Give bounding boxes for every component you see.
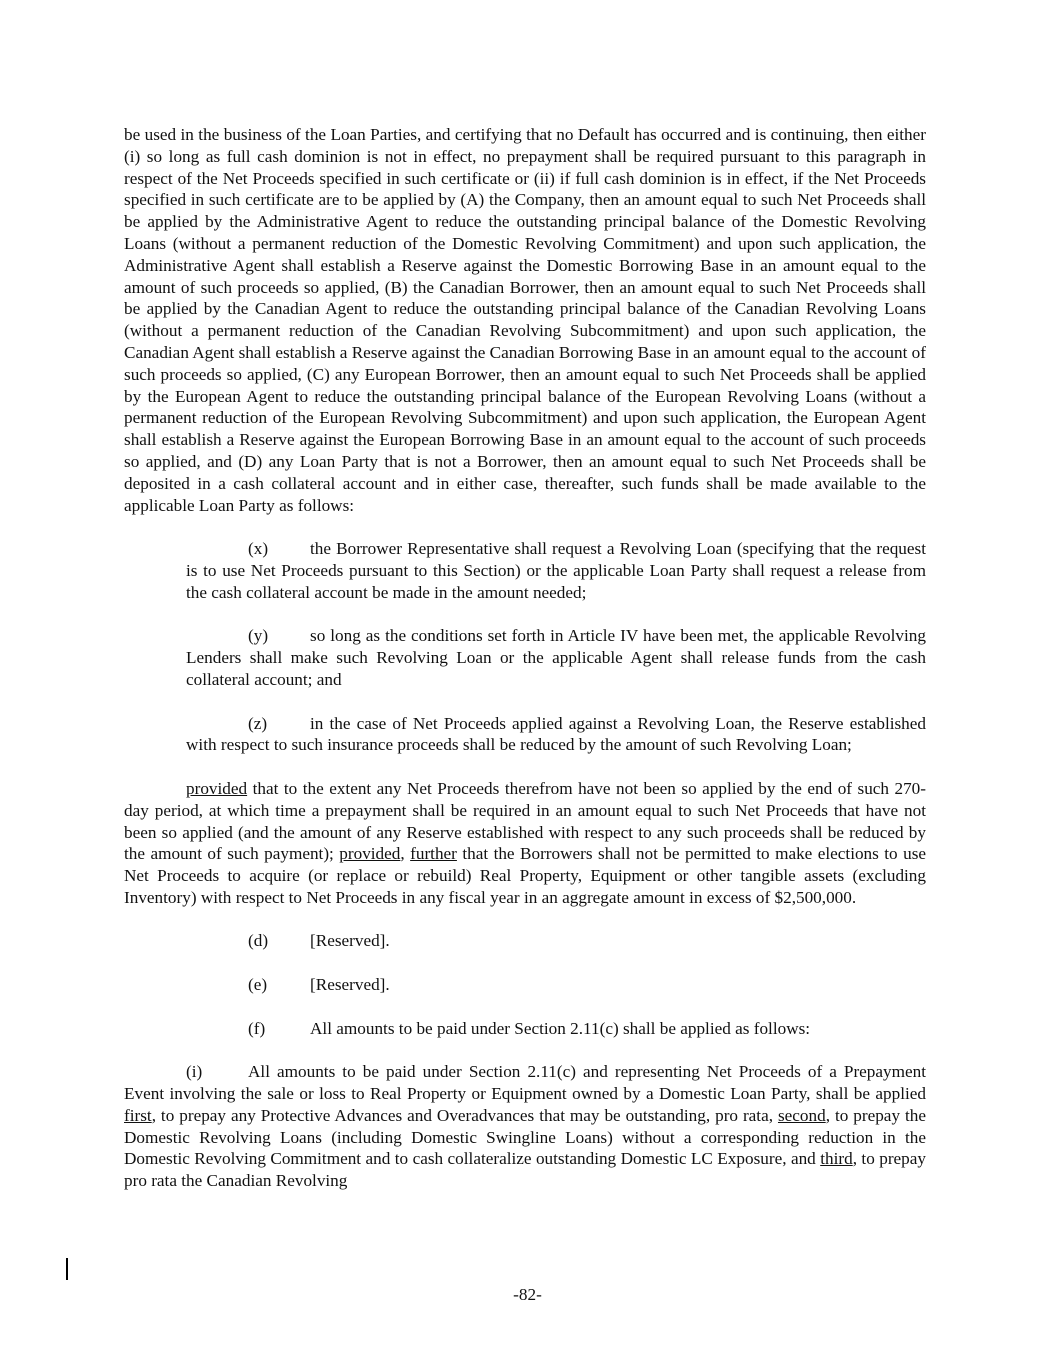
clause-d-text: [Reserved]. — [310, 931, 390, 951]
clause-i-text-2: , to prepay any Protective Advances and Overadvances that may be outstanding, pro rata, — [151, 1105, 778, 1125]
clause-i-text-4: , to prepay pro rata the Canadian Revolving — [124, 1149, 926, 1191]
clause-z-text: in the case of Net Proceeds applied against a Revolving Loan, the Reserve established with respect to such insurance proceeds shall be reduced by the amount of such Revolving Loan; — [186, 713, 926, 755]
clause-y-label: (y) — [248, 626, 269, 646]
clause-y-text: so long as the conditions set forth in Article IV have been met, the applicable Revolving Lenders shall make such Revolving Loan or the applicable Agent shall release funds from the cash collateral account; and — [186, 626, 926, 689]
second-underlined: second — [777, 1105, 826, 1125]
clause-e-label: (e) — [248, 975, 268, 995]
clause-i-label: (i) — [186, 1062, 203, 1082]
proviso-paragraph — [124, 778, 926, 909]
clause-z-label: (z) — [248, 713, 268, 733]
clause-f-text: All amounts to be paid under Section 2.11(c) shall be applied as follows: — [310, 1018, 811, 1038]
clause-d — [248, 930, 926, 952]
clause-i-text-1: All amounts to be paid under Section 2.11(c) and representing Net Proceeds of a Prepayment Event involving the sale or loss to Real Property or Equipment owned by a Domestic Loan Party, shall be applied — [124, 1062, 926, 1104]
revision-bar — [66, 1258, 68, 1280]
document-page — [124, 124, 926, 1214]
clause-y — [186, 625, 926, 690]
clause-x — [186, 538, 926, 603]
first-underlined: first — [124, 1105, 152, 1125]
clause-f — [248, 1018, 926, 1040]
provided-underlined-2: provided — [339, 844, 401, 864]
clause-e — [248, 974, 926, 996]
third-underlined: third — [820, 1149, 853, 1169]
clause-x-label: (x) — [248, 539, 269, 559]
proviso-text-3: that the Borrowers shall not be permitted to make elections to use Net Proceeds to acquire (or replace or rebuild) Real Property, Equipment or other tangible assets (excluding Inventory) with respect to Net Proceeds in any fiscal year in an aggregate amount in excess of $2,500,000. — [124, 844, 927, 907]
clause-d-label: (d) — [248, 931, 269, 951]
clause-f-label: (f) — [248, 1018, 266, 1038]
paragraph-net-proceeds: be used in the business of the Loan Parties, and certifying that no Default has occurred and is continuing, then either (i) so long as full cash dominion is not in effect, no prepayment shall be required pursuant to this paragraph in respect of the Net Proceeds specified in such certificate or (ii) if full cash dominion is in effect, if the Net Proceeds specified in such certificate are to be applied by (A) the Company, then an amount equal to such Net Proceeds shall be applied by the Administrative Agent to reduce the outstanding principal balance of the Domestic Revolving Loans (without a permanent reduction of the Domestic Revolving Commitment) and upon such application, the Administrative Agent shall establish a Reserve against the Domestic Borrowing Base in an amount equal to the amount of such proceeds so applied, (B) the Canadian Borrower, then an amount equal to such Net Proceeds shall be applied by the Canadian Agent to reduce the outstanding principal balance of the Canadian Revolving Loans (without a permanent reduction of the Canadian Revolving Subcommitment) and upon such application, the Canadian Agent shall establish a Reserve against the Canadian Borrowing Base in an amount equal to the account of such proceeds so applied, (C) any European Borrower, then an amount equal to such Net Proceeds shall be applied by the European Agent to reduce the outstanding principal balance of the European Revolving Loans (without a permanent reduction of the European Revolving Subcommitment) and upon such application, the European Agent shall establish a Reserve against the European Borrowing Base in an amount equal to the account of such proceeds so applied, and (D) any Loan Party that is not a Borrower, then an amount equal to such Net Proceeds shall be deposited in a cash collateral account and in either case, thereafter, such funds shall be made available to the applicable Loan Party as follows: — [124, 125, 926, 515]
provided-underlined: provided — [186, 778, 248, 798]
clause-e-text: [Reserved]. — [310, 975, 390, 995]
page-number: -82- — [513, 1285, 542, 1304]
clause-i — [124, 1061, 926, 1192]
proviso-text-1: that to the extent any Net Proceeds therefrom have not been so applied by the end of such 270-day period, at which time a prepayment shall be required in an amount equal to such Net Proceeds that have not been so applied (and the amount of any Reserve established with respect to any such proceeds shall be reduced by the amount of such payment); — [124, 778, 926, 864]
clause-z — [186, 713, 926, 757]
clause-x-text: the Borrower Representative shall request a Revolving Loan (specifying that the request is to use Net Proceeds pursuant to this Section) or the applicable Loan Party shall request a release from the cash collateral account be made in the amount needed; — [186, 539, 926, 602]
proviso-text-2: , — [400, 844, 411, 864]
clause-i-text-3: , to prepay the Domestic Revolving Loans (including Domestic Swingline Loans) without a corresponding reduction in the Domestic Revolving Commitment and to cash collateralize outstanding Domestic LC Exposure, and — [124, 1105, 926, 1169]
further-underlined: further — [410, 844, 457, 864]
